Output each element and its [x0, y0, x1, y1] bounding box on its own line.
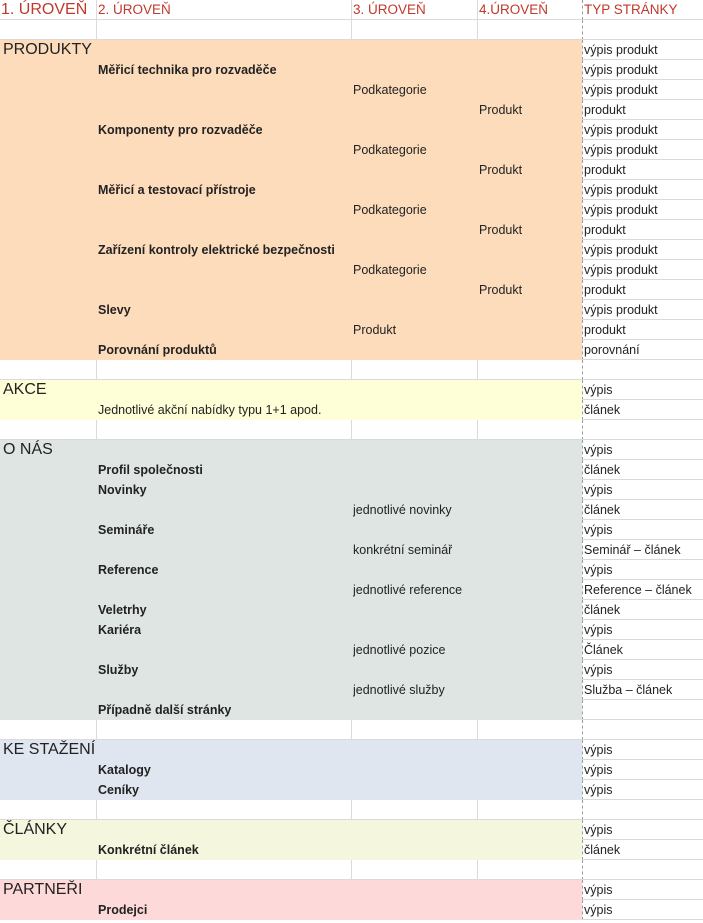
- column-divider: [582, 600, 583, 620]
- table-row: [0, 340, 703, 360]
- table-row: [0, 320, 703, 340]
- page-type-cell[interactable]: produkt: [584, 103, 626, 117]
- level2-cell[interactable]: Zařízení kontroly elektrické bezpečnosti: [98, 243, 335, 257]
- section-band-produkty: [0, 260, 582, 280]
- page-type-cell[interactable]: produkt: [584, 163, 626, 177]
- column-divider: [96, 420, 97, 440]
- column-divider: [582, 820, 583, 840]
- column-divider: [582, 680, 583, 700]
- section-band-o-nas: [0, 620, 582, 640]
- level2-cell[interactable]: Služby: [98, 663, 139, 677]
- page-type-cell[interactable]: porovnání: [584, 343, 640, 357]
- level1-cell[interactable]: PARTNEŘI: [3, 881, 83, 898]
- page-type-cell[interactable]: Článek: [584, 643, 623, 657]
- table-row: [0, 900, 703, 920]
- table-row: [0, 740, 703, 760]
- table-row: [0, 420, 703, 440]
- header-level2[interactable]: 2. ÚROVEŇ: [98, 2, 171, 17]
- column-divider: [582, 60, 583, 80]
- section-band-o-nas: [0, 520, 582, 540]
- column-divider: [582, 460, 583, 480]
- column-divider: [96, 860, 97, 880]
- level2-cell[interactable]: Novinky: [98, 483, 147, 497]
- column-divider: [582, 80, 583, 100]
- header-row: [0, 0, 703, 20]
- table-row: [0, 620, 703, 640]
- column-divider: [96, 360, 97, 380]
- column-divider: [582, 520, 583, 540]
- section-band-partneri: [0, 880, 582, 900]
- level2-cell[interactable]: Konkrétní článek: [98, 843, 199, 857]
- table-row: [0, 540, 703, 560]
- column-divider: [582, 740, 583, 760]
- level1-cell[interactable]: PRODUKTY: [3, 41, 92, 58]
- header-level4[interactable]: 4.ÚROVEŇ: [479, 2, 549, 17]
- level3-cell[interactable]: jednotlivé reference: [353, 583, 463, 597]
- page-type-cell[interactable]: výpis produkt: [584, 243, 658, 257]
- section-band-produkty: [0, 140, 582, 160]
- column-divider: [582, 180, 583, 200]
- level1-cell[interactable]: AKCE: [3, 381, 47, 398]
- page-type-cell[interactable]: výpis produkt: [584, 263, 658, 277]
- column-divider: [582, 480, 583, 500]
- table-row: [0, 400, 703, 420]
- column-divider: [477, 0, 478, 20]
- page-type-cell[interactable]: výpis produkt: [584, 203, 658, 217]
- page-type-cell[interactable]: Služba – článek: [584, 683, 673, 697]
- section-band-produkty: [0, 120, 582, 140]
- column-divider: [582, 340, 583, 360]
- column-divider: [351, 860, 352, 880]
- page-type-cell[interactable]: výpis produkt: [584, 63, 658, 77]
- table-row: [0, 880, 703, 900]
- section-band-ke-stazeni: [0, 760, 582, 780]
- level2-cell[interactable]: Jednotlivé akční nabídky typu 1+1 apod.: [98, 403, 322, 417]
- level3-cell[interactable]: Podkategorie: [353, 143, 427, 157]
- header-level3[interactable]: 3. ÚROVEŇ: [353, 2, 426, 17]
- table-row: [0, 160, 703, 180]
- column-divider: [351, 800, 352, 820]
- page-type-cell[interactable]: výpis produkt: [584, 183, 658, 197]
- page-type-cell[interactable]: výpis: [584, 883, 613, 897]
- column-divider: [582, 280, 583, 300]
- page-type-cell[interactable]: článek: [584, 603, 621, 617]
- level3-cell[interactable]: Podkategorie: [353, 263, 427, 277]
- column-divider: [582, 500, 583, 520]
- column-divider: [582, 200, 583, 220]
- header-page-type[interactable]: TYP STRÁNKY: [584, 2, 678, 17]
- column-divider: [582, 760, 583, 780]
- level3-cell[interactable]: Produkt: [353, 323, 397, 337]
- column-divider: [351, 420, 352, 440]
- section-band-produkty: [0, 80, 582, 100]
- table-row: [0, 760, 703, 780]
- column-divider: [96, 20, 97, 40]
- column-divider: [582, 20, 583, 40]
- section-band-produkty: [0, 300, 582, 320]
- column-divider: [351, 720, 352, 740]
- table-row: [0, 840, 703, 860]
- table-row: [0, 140, 703, 160]
- table-row: [0, 360, 703, 380]
- column-divider: [582, 540, 583, 560]
- page-type-cell[interactable]: výpis: [584, 663, 613, 677]
- column-divider: [582, 380, 583, 400]
- level2-cell[interactable]: Slevy: [98, 303, 131, 317]
- page-type-cell[interactable]: výpis: [584, 443, 613, 457]
- section-band-produkty: [0, 200, 582, 220]
- level3-cell[interactable]: Podkategorie: [353, 83, 427, 97]
- page-type-cell[interactable]: produkt: [584, 323, 626, 337]
- column-divider: [582, 160, 583, 180]
- column-divider: [351, 360, 352, 380]
- page-type-cell[interactable]: výpis produkt: [584, 123, 658, 137]
- section-band-o-nas: [0, 640, 582, 660]
- column-divider: [582, 800, 583, 820]
- page-type-cell[interactable]: výpis: [584, 743, 613, 757]
- column-divider: [351, 20, 352, 40]
- column-divider: [582, 560, 583, 580]
- level2-cell[interactable]: Veletrhy: [98, 603, 147, 617]
- column-divider: [477, 800, 478, 820]
- page-type-cell[interactable]: výpis produkt: [584, 303, 658, 317]
- section-band-produkty: [0, 320, 582, 340]
- page-type-cell[interactable]: výpis: [584, 903, 613, 917]
- table-row: [0, 300, 703, 320]
- column-divider: [582, 0, 583, 20]
- section-band-o-nas: [0, 660, 582, 680]
- section-band-o-nas: [0, 700, 582, 720]
- section-band-o-nas: [0, 540, 582, 560]
- table-row: [0, 700, 703, 720]
- column-divider: [96, 0, 97, 20]
- page-type-cell[interactable]: výpis: [584, 523, 613, 537]
- column-divider: [582, 640, 583, 660]
- column-divider: [582, 260, 583, 280]
- page-type-cell[interactable]: výpis: [584, 383, 613, 397]
- level2-cell[interactable]: Komponenty pro rozvaděče: [98, 123, 263, 137]
- column-divider: [582, 320, 583, 340]
- level4-cell[interactable]: Produkt: [479, 163, 523, 177]
- table-row: [0, 500, 703, 520]
- column-divider: [582, 360, 583, 380]
- table-row: [0, 40, 703, 60]
- page-type-cell[interactable]: výpis: [584, 563, 613, 577]
- level2-cell[interactable]: Reference: [98, 563, 159, 577]
- page-type-cell[interactable]: výpis: [584, 483, 613, 497]
- section-band-produkty: [0, 60, 582, 80]
- table-row: [0, 680, 703, 700]
- level2-cell[interactable]: Případně další stránky: [98, 703, 232, 717]
- table-row: [0, 280, 703, 300]
- column-divider: [582, 580, 583, 600]
- column-divider: [582, 700, 583, 720]
- level2-cell[interactable]: Ceníky: [98, 783, 139, 797]
- level3-cell[interactable]: jednotlivé pozice: [353, 643, 446, 657]
- level3-cell[interactable]: jednotlivé novinky: [353, 503, 452, 517]
- table-row: [0, 520, 703, 540]
- section-band-produkty: [0, 340, 582, 360]
- page-type-cell[interactable]: výpis: [584, 823, 613, 837]
- table-row: [0, 720, 703, 740]
- section-band-produkty: [0, 180, 582, 200]
- column-divider: [477, 420, 478, 440]
- level2-cell[interactable]: Porovnání produktů: [98, 343, 217, 357]
- section-band-o-nas: [0, 600, 582, 620]
- page-type-cell[interactable]: výpis: [584, 783, 613, 797]
- section-band-akce: [0, 380, 582, 400]
- table-row: [0, 60, 703, 80]
- table-row: [0, 860, 703, 880]
- table-row: [0, 600, 703, 620]
- column-divider: [582, 720, 583, 740]
- level1-cell[interactable]: O NÁS: [3, 441, 53, 458]
- table-row: [0, 80, 703, 100]
- level3-cell[interactable]: konkrétní seminář: [353, 543, 453, 557]
- column-divider: [582, 300, 583, 320]
- table-row: [0, 820, 703, 840]
- column-divider: [582, 900, 583, 920]
- column-divider: [96, 720, 97, 740]
- section-band-o-nas: [0, 580, 582, 600]
- column-divider: [582, 100, 583, 120]
- section-band-o-nas: [0, 460, 582, 480]
- level3-cell[interactable]: Podkategorie: [353, 203, 427, 217]
- table-row: [0, 660, 703, 680]
- section-band-o-nas: [0, 480, 582, 500]
- section-band-clanky: [0, 840, 582, 860]
- column-divider: [477, 860, 478, 880]
- page-type-cell[interactable]: článek: [584, 463, 621, 477]
- page-type-cell[interactable]: výpis produkt: [584, 43, 658, 57]
- column-divider: [351, 0, 352, 20]
- level3-cell[interactable]: jednotlivé služby: [353, 683, 445, 697]
- page-type-cell[interactable]: článek: [584, 843, 621, 857]
- section-band-partneri: [0, 900, 582, 920]
- level2-cell[interactable]: Měřicí technika pro rozvaděče: [98, 63, 277, 77]
- column-divider: [582, 840, 583, 860]
- level1-cell[interactable]: KE STAŽENÍ: [3, 741, 96, 758]
- table-row: [0, 220, 703, 240]
- table-row: [0, 460, 703, 480]
- level2-cell[interactable]: Katalogy: [98, 763, 151, 777]
- table-row: [0, 100, 703, 120]
- column-divider: [582, 420, 583, 440]
- page-type-cell[interactable]: produkt: [584, 223, 626, 237]
- column-divider: [582, 40, 583, 60]
- page-type-cell[interactable]: Reference – článek: [584, 583, 692, 597]
- table-row: [0, 120, 703, 140]
- table-row: [0, 180, 703, 200]
- column-divider: [582, 120, 583, 140]
- page-type-cell[interactable]: výpis: [584, 763, 613, 777]
- level2-cell[interactable]: Měřicí a testovací přístroje: [98, 183, 256, 197]
- table-row: [0, 240, 703, 260]
- section-band-clanky: [0, 820, 582, 840]
- level2-cell[interactable]: Profil společnosti: [98, 463, 203, 477]
- page-type-cell[interactable]: článek: [584, 403, 621, 417]
- level4-cell[interactable]: Produkt: [479, 103, 523, 117]
- column-divider: [582, 240, 583, 260]
- table-row: [0, 780, 703, 800]
- column-divider: [582, 880, 583, 900]
- level1-cell[interactable]: ČLÁNKY: [3, 821, 68, 838]
- table-row: [0, 200, 703, 220]
- level2-cell[interactable]: Prodejci: [98, 903, 148, 917]
- page-type-cell[interactable]: produkt: [584, 283, 626, 297]
- column-divider: [96, 800, 97, 820]
- column-divider: [582, 400, 583, 420]
- table-row: [0, 260, 703, 280]
- column-divider: [477, 20, 478, 40]
- section-band-ke-stazeni: [0, 780, 582, 800]
- column-divider: [477, 360, 478, 380]
- table-row: [0, 640, 703, 660]
- header-level1[interactable]: 1. ÚROVEŇ: [1, 1, 88, 18]
- column-divider: [582, 660, 583, 680]
- table-row: [0, 560, 703, 580]
- table-row: [0, 440, 703, 460]
- column-divider: [582, 780, 583, 800]
- level2-cell[interactable]: Kariéra: [98, 623, 142, 637]
- section-band-o-nas: [0, 560, 582, 580]
- table-row: [0, 800, 703, 820]
- level4-cell[interactable]: Produkt: [479, 223, 523, 237]
- column-divider: [582, 620, 583, 640]
- page-type-cell[interactable]: Seminář – článek: [584, 543, 681, 557]
- page-type-cell[interactable]: výpis produkt: [584, 83, 658, 97]
- section-band-o-nas: [0, 500, 582, 520]
- table-row: [0, 580, 703, 600]
- level4-cell[interactable]: Produkt: [479, 283, 523, 297]
- column-divider: [582, 220, 583, 240]
- column-divider: [582, 860, 583, 880]
- page-type-cell[interactable]: výpis: [584, 623, 613, 637]
- table-row: [0, 380, 703, 400]
- column-divider: [477, 720, 478, 740]
- section-band-o-nas: [0, 440, 582, 460]
- table-row: [0, 480, 703, 500]
- column-divider: [582, 140, 583, 160]
- column-divider: [582, 440, 583, 460]
- table-row: [0, 20, 703, 40]
- page-type-cell[interactable]: článek: [584, 503, 621, 517]
- section-band-o-nas: [0, 680, 582, 700]
- page-type-cell[interactable]: výpis produkt: [584, 143, 658, 157]
- level2-cell[interactable]: Semináře: [98, 523, 155, 537]
